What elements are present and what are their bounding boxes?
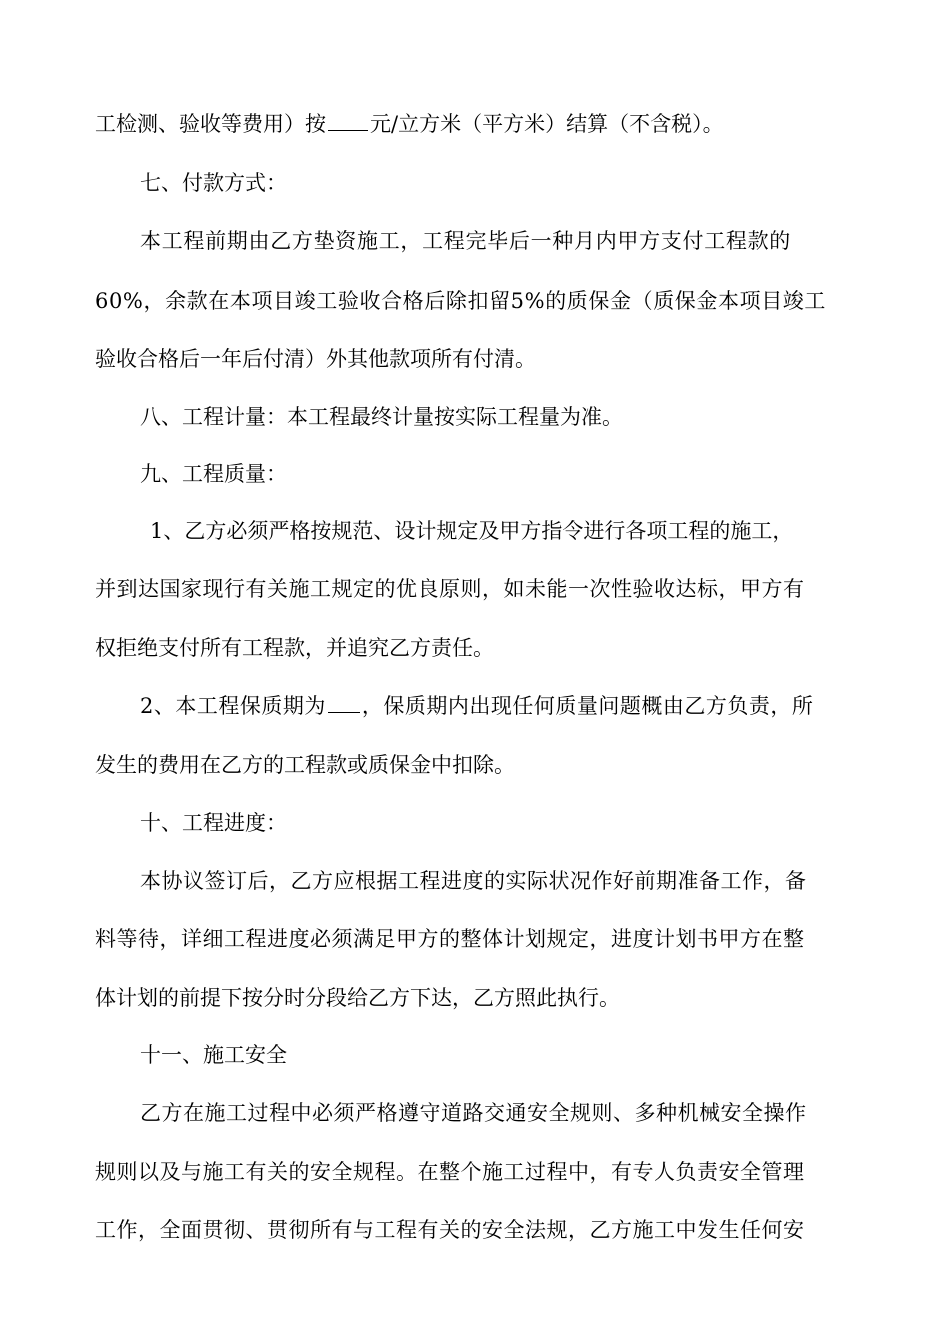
text-line — [0, 574, 950, 604]
text-run: 本协议签订后，乙方应根据工程进度的实际状况作好前期准备工作，备 — [140, 869, 807, 893]
section-heading — [0, 168, 950, 198]
text-line — [0, 1215, 950, 1245]
text-run: 发生的费用在乙方的工程款或质保金中扣除。 — [95, 753, 515, 777]
text-line — [0, 691, 950, 721]
text-run: 体计划的前提下按分时分段给乙方下达，乙方照此执行。 — [95, 986, 620, 1010]
text-line — [0, 516, 950, 546]
text-segment: 2、本工程保质期为 — [140, 694, 326, 718]
fill-in-blank — [328, 692, 360, 713]
heading-text: 七、付款方式： — [140, 171, 287, 195]
text-run: 验收合格后一年后付清）外其他款项所有付清。 — [95, 347, 536, 371]
section-heading — [0, 402, 950, 432]
text-line — [0, 924, 950, 954]
text-line — [0, 109, 950, 139]
text-run: 料等待，详细工程进度必须满足甲方的整体计划规定，进度计划书甲方在整 — [95, 927, 805, 951]
heading-text: 十、工程进度： — [140, 811, 287, 835]
text-line — [0, 633, 950, 663]
heading-text: 九、工程质量： — [140, 462, 287, 486]
section-heading — [0, 1040, 950, 1070]
text-run: 本工程前期由乙方垫资施工，工程完毕后一种月内甲方支付工程款的 — [140, 229, 791, 253]
text-line — [0, 286, 950, 316]
section-heading — [0, 808, 950, 838]
text-run — [140, 691, 813, 721]
text-run: 规则以及与施工有关的安全规程。在整个施工过程中，有专人负责安全管理 — [95, 1160, 805, 1184]
text-line — [0, 226, 950, 256]
text-segment: 工检测、验收等费用）按 — [95, 112, 326, 136]
text-run: 60%，余款在本项目竣工验收合格后除扣留5%的质保金（质保金本项目竣工 — [95, 289, 826, 313]
text-segment: 元/立方米（平方米）结算（不含税）。 — [370, 112, 724, 136]
text-line — [0, 983, 950, 1013]
text-run: 工作，全面贯彻、贯彻所有与工程有关的安全法规，乙方施工中发生任何安 — [95, 1218, 805, 1242]
text-run: 1、乙方必须严格按规范、设计规定及甲方指令进行各项工程的施工， — [150, 519, 794, 543]
text-line — [0, 1098, 950, 1128]
text-run: 权拒绝支付所有工程款，并追究乙方责任。 — [95, 636, 494, 660]
text-run: 乙方在施工过程中必须严格遵守道路交通安全规则、多种机械安全操作 — [140, 1101, 807, 1125]
text-line — [0, 866, 950, 896]
section-heading — [0, 459, 950, 489]
text-run — [95, 109, 724, 139]
fill-in-blank — [328, 110, 368, 131]
text-line — [0, 344, 950, 374]
heading-text: 十一、施工安全 — [140, 1043, 287, 1067]
heading-text: 八、工程计量：本工程最终计量按实际工程量为准。 — [140, 405, 623, 429]
text-run: 并到达国家现行有关施工规定的优良原则，如未能一次性验收达标，甲方有 — [95, 577, 805, 601]
text-segment: ，保质期内出现任何质量问题概由乙方负责，所 — [361, 694, 814, 718]
text-line — [0, 750, 950, 780]
text-line — [0, 1157, 950, 1187]
